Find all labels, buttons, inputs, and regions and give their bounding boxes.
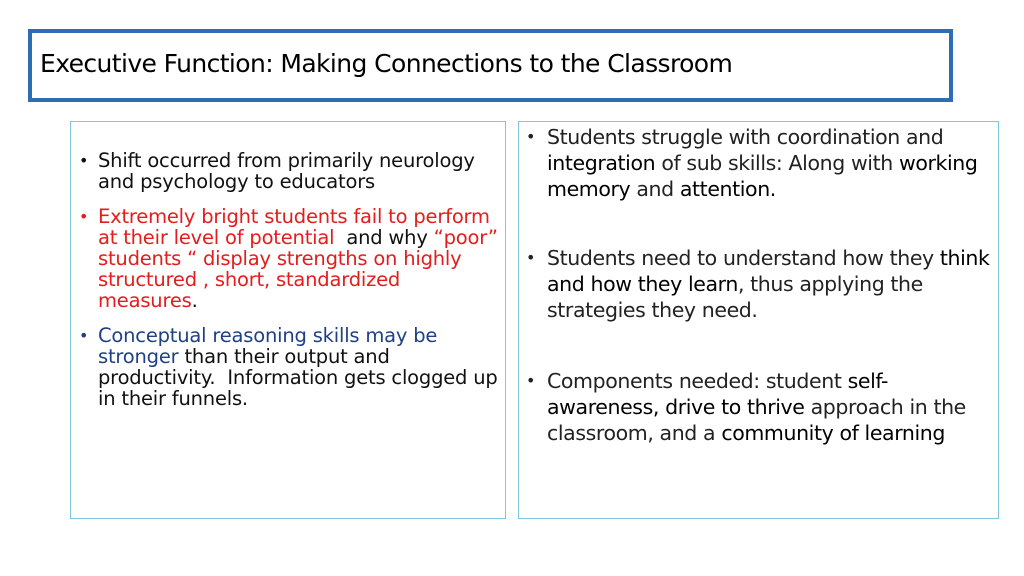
bullet-icon: •: [79, 207, 89, 226]
left-content-panel: [70, 121, 506, 519]
left-bullet-1-text: Shift occurred from primarily neurology and psychology to educators: [98, 149, 475, 193]
right-bullet-1-text-c: and: [630, 177, 680, 201]
left-bullet-list: [79, 149, 504, 423]
left-bullet-3: [79, 324, 504, 410]
bullet-icon: •: [79, 151, 89, 170]
right-bullet-3-text-a: Components needed: student: [547, 369, 848, 393]
right-content-panel: [518, 121, 999, 519]
right-bullet-3-emph-self-awareness: self-awareness, drive to thrive: [547, 369, 889, 419]
left-bullet-2-connector: and why: [334, 226, 434, 249]
title-box: [28, 29, 953, 102]
right-bullet-1-text-b: of sub skills: Along with: [655, 151, 899, 175]
right-bullet-list: [526, 124, 996, 446]
left-bullet-2-period: .: [191, 289, 198, 312]
right-bullet-3-text-b: approach in the classroom, and a: [547, 395, 966, 445]
slide-title: Executive Function: Making Connections to the Classroom: [40, 49, 733, 78]
left-bullet-1: [79, 150, 501, 192]
left-bullet-2: [79, 206, 501, 311]
left-bullet-2-red-text: Extremely bright students fail to perform at their level of potential: [98, 205, 490, 249]
right-bullet-2-text-b: , thus applying the strategies they need.: [547, 272, 923, 322]
left-bullet-2-red-text-2: “poor” students “ display strengths on highly structured , short, standardized measures: [98, 226, 498, 312]
bullet-icon: •: [79, 326, 89, 345]
right-bullet-1-emph-attention: attention.: [679, 177, 776, 201]
right-bullet-2: [526, 245, 996, 323]
left-bullet-3-navy-text: Conceptual reasoning skills may be stronger: [98, 324, 438, 368]
right-bullet-1-emph-working-memory: working memory: [547, 151, 978, 201]
left-bullet-3-text: than their output and productivity. Information gets clogged up in their funnels.: [98, 345, 504, 410]
right-bullet-3-emph-community: community of learning: [721, 421, 945, 445]
bullet-icon: •: [526, 371, 536, 390]
bullet-icon: •: [526, 248, 536, 267]
bullet-icon: •: [526, 127, 536, 146]
right-bullet-1-text-a: Students struggle with coordination and: [547, 125, 944, 149]
right-bullet-1-emph-integration: integration: [547, 151, 656, 175]
right-bullet-1: [526, 124, 996, 202]
right-bullet-2-emph: think and how they learn: [547, 246, 990, 296]
right-bullet-3: [526, 368, 996, 446]
right-bullet-2-text-a: Students need to understand how they: [547, 246, 940, 270]
